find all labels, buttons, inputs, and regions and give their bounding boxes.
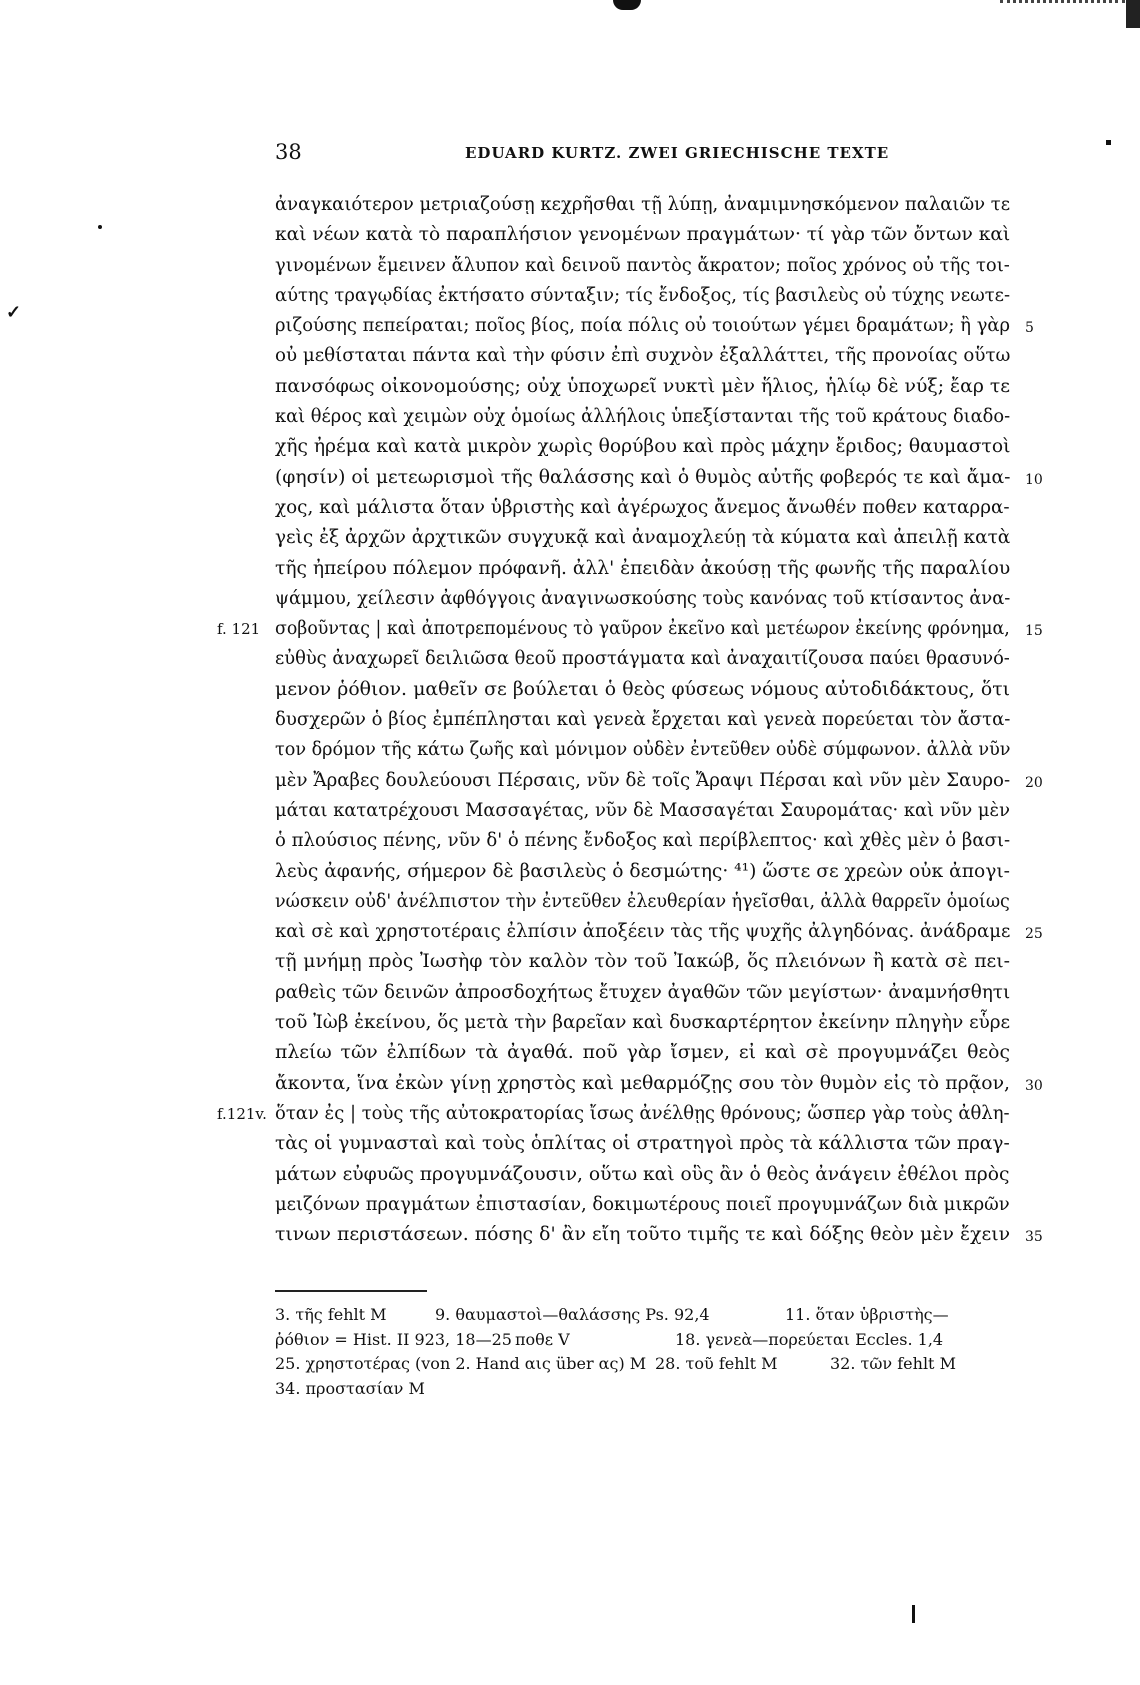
line-number: 30 [1025, 1077, 1043, 1094]
text-line [275, 705, 1010, 735]
text-line-content: ψάμμου, χείλεσιν ἀφθόγγοις ἀναγινωσκούσης τοὺς κανόνας τοῦ κτίσαντος ἀνα- [275, 587, 1011, 609]
text-line-content: ἀναγκαιότερον μετριαζούσῃ κεχρῆσθαι τῇ λύπῃ, ἀναμιμνησκόμενον παλαιῶν τε [275, 194, 1011, 215]
text-line [275, 463, 1043, 493]
text-line-content: τοῦ Ἰὼβ ἐκείνου, ὅς μετὰ τὴν βαρεῖαν καὶ δυσκαρτέρητον ἐκείνην πληγὴν εὗρε [275, 1012, 1011, 1034]
text-line [275, 887, 1010, 917]
ink-blot [613, 0, 641, 10]
apparatus-entry: 25. χρηστοτέρας (von 2. Hand αις über ας) M [275, 1354, 647, 1373]
text-line-content: χῆς ἠρέμα καὶ κατὰ μικρὸν χωρὶς θορύβου καὶ πρὸς μάχην ἔριδος; θαυμαστοὶ [275, 436, 1011, 458]
text-line-content: γεὶς ἐξ ἀρχῶν ἀρχτικῶν συγχυκᾷ καὶ ἀναμοχλεύῃ τὰ κύματα καὶ ἀπειλῇ κατὰ [275, 527, 1011, 549]
text-line-content: λεὺς ἀφανής, σήμερον δὲ βασιλεὺς ὁ δεσμώτης· ⁴¹) ὥστε σε χρεὼν οὐκ ἀπογι- [275, 860, 1010, 882]
text-line [275, 1190, 1010, 1220]
text-line [275, 1220, 1043, 1250]
text-line [275, 493, 1010, 523]
text-line-content: εὐθὺς ἀναχωρεῖ δειλιῶσα θεοῦ προστάγματα καὶ ἀναχαιτίζουσα παύει θρασυνό- [275, 648, 1010, 670]
scan-speck [98, 225, 102, 229]
text-line-content: καὶ νέων κατὰ τὸ παραπλήσιον γενομένων πραγμάτων· τί γὰρ τῶν ὄντων καὶ [275, 224, 1011, 246]
folio-marker: f. 121 [217, 620, 261, 639]
text-line-content: τῆς ἠπείρου πόλεμον πρόφανῆ. ἀλλ' ἐπειδὰν ἀκούσῃ τῆς φωνῆς τῆς παραλίου [275, 557, 1011, 579]
text-line-content: χος, καὶ μάλιστα ὅταν ὑβριστὴς καὶ ἀγέρωχος ἄνεμος ἄνωθέν ποθεν καταρρα- [275, 496, 1010, 518]
text-line-content: πλείω τῶν ἐλπίδων τὰ ἀγαθά. ποῦ γὰρ ἴσμεν, εἰ καὶ σὲ προγυμνάζει θεὸς [275, 1042, 1010, 1064]
text-line [275, 978, 1010, 1008]
note-line [275, 1305, 1015, 1330]
text-line [275, 1038, 1010, 1068]
text-line-content: ραθεὶς τῶν δεινῶν ἀπροσδοχήτως ἔτυχεν ἀγαθῶν τῶν μεγίστων· ἀναμνήσθητι [275, 981, 1011, 1003]
text-line [275, 523, 1010, 553]
text-line [275, 554, 1010, 584]
text-line-content: μὲν Ἄραβες δουλεύουσι Πέρσαις, νῦν δὲ τοῖς Ἄραψι Πέρσαι καὶ νῦν μὲν Σαυρο- [275, 769, 1011, 791]
text-line [275, 644, 1010, 674]
scan-speck [912, 1605, 915, 1623]
text-line [275, 947, 1010, 977]
text-line-content: ἄκοντα, ἵνα ἐκὼν γίνῃ χρηστὸς καὶ μεθαρμόζῃς σου τὸν θυμὸν εἰς τὸ πρᾷον, [275, 1072, 1010, 1094]
text-line-content: δυσχερῶν ὁ βίος ἐμπέπλησται καὶ γενεὰ ἔρχεται καὶ γενεὰ πορεύεται τὸν ἄστα- [275, 709, 1011, 731]
main-text [217, 190, 1043, 1250]
apparatus-entry: 9. θαυμαστοὶ—θαλάσσης Ps. 92,4 [435, 1305, 710, 1324]
scan-speck [1106, 140, 1111, 145]
text-line-content: τινων περιστάσεων. πόσης δ' ἂν εἴη τοῦτο τιμῆς τε καὶ δόξης θεὸν μὲν ἔχειν [275, 1224, 1010, 1246]
apparatus-notes [275, 1305, 1015, 1403]
text-line-content: ὁ πλούσιος πένης, νῦν δ' ὁ πένης ἔνδοξος καὶ περίβλεπτος· καὶ χθὲς μὲν ὁ βασι- [275, 830, 1011, 852]
text-line-content: νώσκειν οὐδ' ἀνέλπιστον τὴν ἐντεῦθεν ἐλευθερίαν ἡγεῖσθαι, ἀλλὰ θαρρεῖν ὁμοίως [275, 890, 1010, 912]
apparatus-entry: 11. ὅταν ὑβριστὴς— [785, 1305, 949, 1324]
text-line-content: μενον ῥόθιον. μαθεῖν σε βούλεται ὁ θεὸς φύσεως νόμους αὐτοδιδάκτους, ὅτι [275, 678, 1010, 700]
text-line [275, 766, 1043, 796]
text-line [275, 826, 1010, 856]
text-line-content: ὅταν ἐς | τοὺς τῆς αὐτοκρατορίας ἴσως ἀνέλθῃς θρόνους; ὥσπερ γὰρ τοὺς ἀθλη- [275, 1102, 1010, 1124]
apparatus-entry: ῥόθιον = Hist. II 923, 18—25 [275, 1329, 512, 1349]
page-number: 38 [275, 140, 302, 164]
text-line [275, 735, 1010, 765]
line-number: 5 [1025, 320, 1034, 337]
text-line [275, 251, 1010, 281]
text-line-content: μάται κατατρέχουσι Μασσαγέτας, νῦν δὲ Μασσαγέται Σαυρομάτας· καὶ νῦν μὲν [275, 799, 1010, 821]
text-line [275, 675, 1010, 705]
line-number: 10 [1025, 471, 1043, 488]
text-line-content: καὶ θέρος καὶ χειμὼν οὐχ ὁμοίως ἀλλήλοις ὑπεξίστανται τῆς τοῦ κράτους διαδο- [275, 406, 1011, 428]
text-line-content: ριζούσης πεπείραται; ποῖος βίος, ποία πόλις οὐ τοιούτων γέμει δραμάτων; ἢ γὰρ [275, 315, 1011, 337]
line-number: 15 [1025, 623, 1043, 640]
apparatus-entry: 28. τοῦ fehlt M [655, 1354, 778, 1373]
text-line [275, 1008, 1010, 1038]
text-line [275, 372, 1010, 402]
running-title: EDUARD KURTZ. ZWEI GRIECHISCHE TEXTE [465, 144, 890, 162]
text-line-content: πανσόφως οἰκονομούσης; οὐχ ὑποχωρεῖ νυκτὶ μὲν ἥλιος, ἡλίῳ δὲ νύξ; ἔαρ τε [275, 375, 1010, 397]
text-line-content: σοβοῦντας | καὶ ἀποτρεπομένους τὸ γαῦρον ἐκεῖνο καὶ μετέωρον ἐκείνης φρόνημα, [275, 618, 1010, 640]
apparatus-entry: 32. τῶν fehlt M [830, 1354, 956, 1373]
text-line-content: αύτης τραγῳδίας ἐκτήσατο σύνταξιν; τίς ἔνδοξος, τίς βασιλεὺς οὐ τύχης νεωτε- [275, 284, 1011, 306]
margin-mark: ✓ [6, 302, 22, 323]
text-line [275, 311, 1034, 341]
text-line [217, 1099, 1010, 1129]
text-line [275, 1160, 1010, 1190]
text-line-content: τὰς οἱ γυμνασταὶ καὶ τοὺς ὁπλίτας οἱ στρατηγοὶ πρὸς τὰ κάλλιστα τῶν πραγ- [275, 1133, 1010, 1155]
scan-edge-mark [1000, 0, 1125, 7]
text-line-content: καὶ σὲ καὶ χρηστοτέραις ἐλπίσιν ἀποξέειν τὰς τῆς ψυχῆς ἀλγηδόνας. ἀνάδραμε [275, 921, 1011, 943]
text-line [275, 917, 1043, 947]
page-header [275, 140, 1035, 170]
apparatus-entry: 3. τῆς fehlt M [275, 1305, 387, 1324]
text-line [275, 190, 1010, 220]
text-line-content: γινομένων ἔμεινεν ἄλυπον καὶ δεινοῦ παντὸς ἄκρατον; ποῖος χρόνος οὐ τῆς τοι- [275, 254, 1010, 276]
apparatus-entry: 18. γενεὰ—πορεύεται Eccles. 1,4 [675, 1329, 944, 1349]
text-line [275, 281, 1010, 311]
text-line [275, 796, 1010, 826]
note-line [275, 1354, 1015, 1379]
text-line [275, 584, 1010, 614]
text-line [275, 1069, 1043, 1099]
apparatus-entry: ποθε V [515, 1329, 570, 1349]
footnote-rule [275, 1290, 427, 1292]
text-line [275, 432, 1010, 462]
text-line [275, 857, 1010, 887]
text-line-content: τον δρόμον τῆς κάτω ζωῆς καὶ μόνιμον οὐδὲν ἐντεῦθεν οὐδὲ σύμφωνον. ἀλλὰ νῦν [275, 739, 1011, 761]
text-line [275, 341, 1010, 371]
text-line-content: οὐ μεθίσταται πάντα καὶ τὴν φύσιν ἐπὶ συχνὸν ἐξαλλάττει, τῆς προνοίας οὕτω [275, 345, 1011, 367]
text-line [275, 402, 1010, 432]
note-line [275, 1330, 1015, 1355]
text-line-content: τῇ μνήμῃ πρὸς Ἰωσὴφ τὸν καλὸν τὸν τοῦ Ἰακώβ, ὅς πλειόνων ἢ κατὰ σὲ πει- [275, 951, 1010, 973]
folio-marker: f.121v. [217, 1104, 267, 1123]
line-number: 25 [1025, 926, 1043, 943]
text-line [275, 220, 1010, 250]
line-number: 20 [1025, 774, 1043, 791]
text-line [275, 1129, 1010, 1159]
text-line-content: μάτων εὐφυῶς προγυμνάζουσιν, οὕτω καὶ οὓς ἂν ὁ θεὸς ἀνάγειν ἐθέλοι πρὸς [275, 1163, 1010, 1185]
scan-edge-shadow [1126, 0, 1140, 28]
text-line-content: (φησίν) οἱ μετεωρισμοὶ τῆς θαλάσσης καὶ ὁ θυμὸς αὐτῆς φοβερός τε καὶ ἄμα- [275, 466, 1011, 488]
note-line [275, 1379, 1015, 1404]
text-line [217, 614, 1043, 644]
apparatus-entry: 34. προστασίαν M [275, 1378, 425, 1398]
line-number: 35 [1025, 1229, 1043, 1246]
text-line-content: μειζόνων πραγμάτων ἐπιστασίαν, δοκιμωτέρους ποιεῖ προγυμνάζων διὰ μικρῶν [275, 1193, 1010, 1215]
